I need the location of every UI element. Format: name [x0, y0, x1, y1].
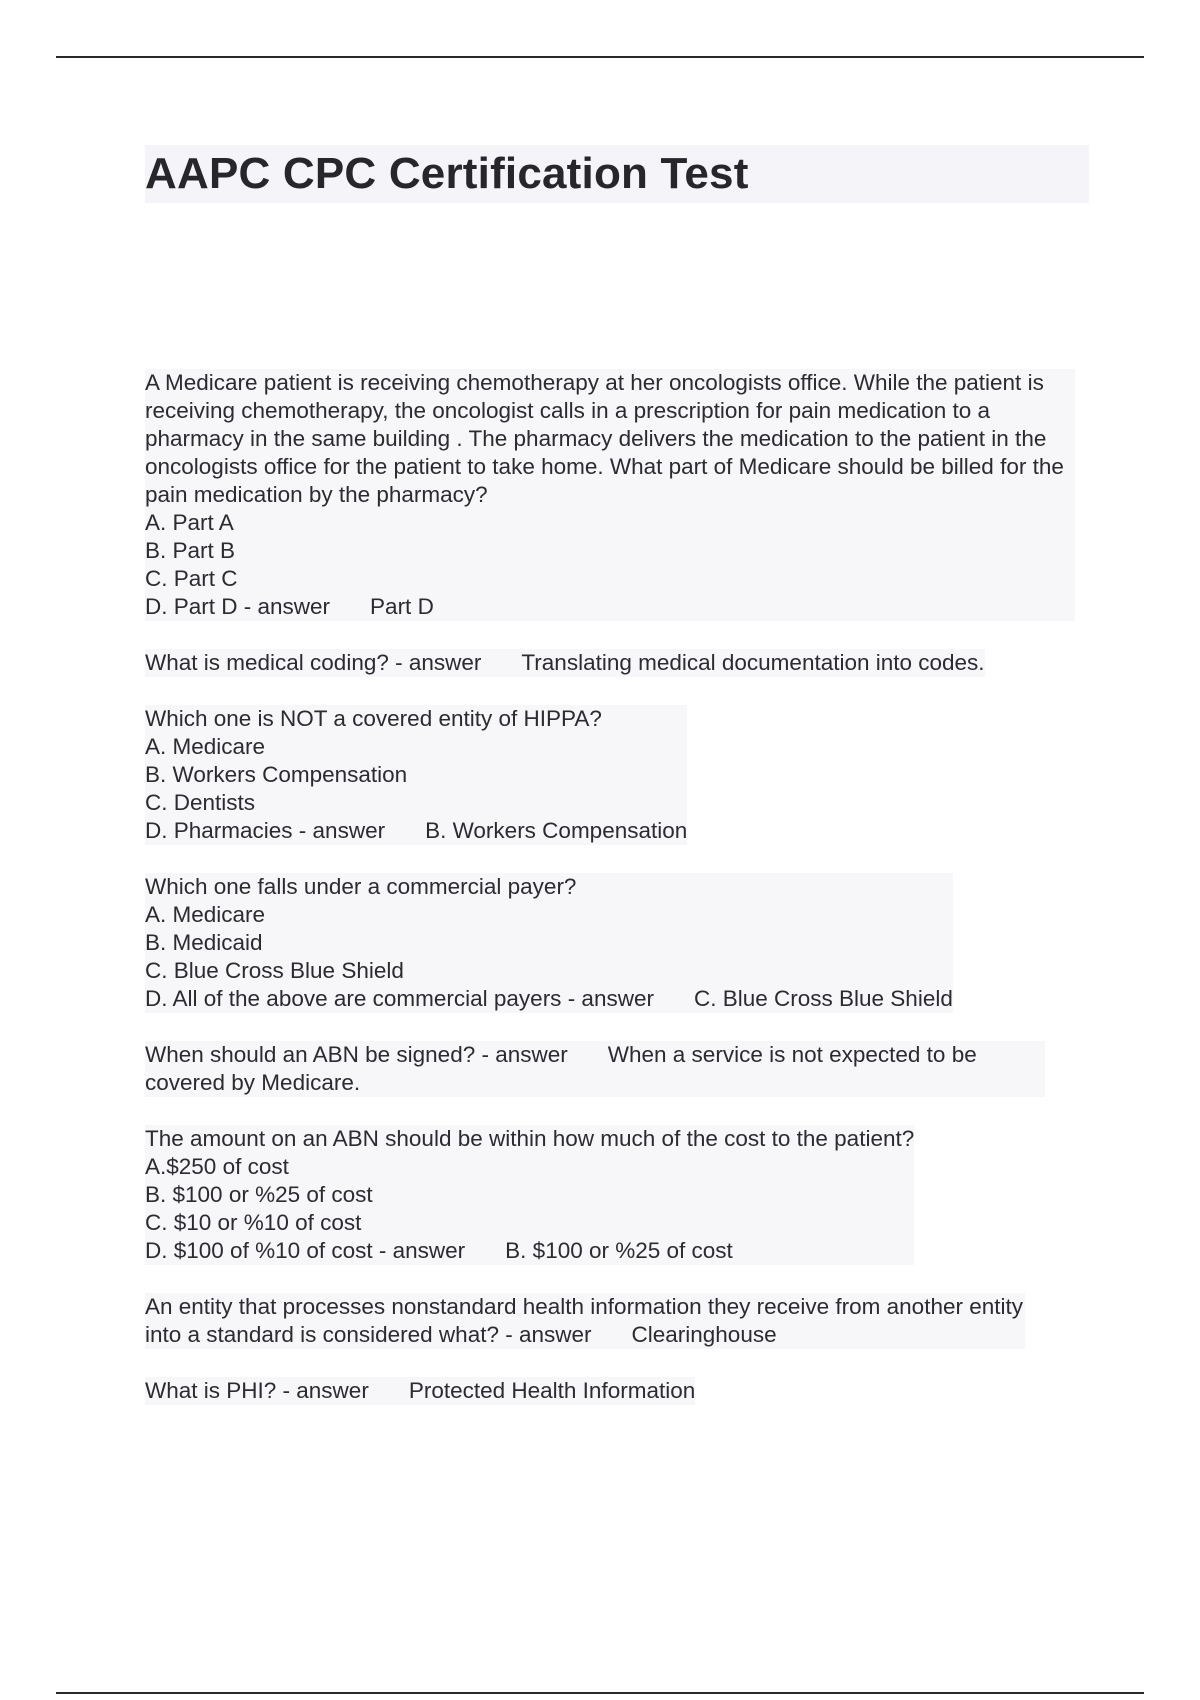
question-text: When should an ABN be signed? - answer: [145, 1042, 568, 1067]
answer-text: When a service is not expected to be covered by Medicare.: [145, 1042, 977, 1095]
question-text: An entity that processes nonstandard health information they receive from another entity into a standard is considered what? - answer: [145, 1294, 1023, 1347]
option: C. $10 or %10 of cost: [145, 1210, 362, 1235]
answer-line: [145, 1377, 695, 1405]
option: A.$250 of cost: [145, 1154, 289, 1179]
bottom-rule: [56, 1692, 1144, 1694]
option: B. Workers Compensation: [145, 762, 408, 787]
question-block: [145, 649, 985, 677]
option: B. Medicaid: [145, 930, 263, 955]
question-text: What is PHI? - answer: [145, 1378, 369, 1403]
answer-line: [145, 1041, 1045, 1097]
document-title: AAPC CPC Certification Test: [145, 149, 749, 198]
answer-line: [145, 593, 1075, 621]
question-text: Which one is NOT a covered entity of HIPPA?: [145, 706, 602, 731]
answer-text: Clearinghouse: [631, 1322, 777, 1347]
question-block: [145, 873, 953, 1013]
top-rule: [56, 56, 1144, 58]
question-list: [145, 369, 1085, 1433]
answer-text: Part D: [370, 594, 434, 619]
answer-line: [145, 1293, 1025, 1349]
option: B. Part B: [145, 538, 236, 563]
option: C. Part C: [145, 566, 238, 591]
question-block: [145, 1377, 695, 1405]
option: D. All of the above are commercial payers - answer: [145, 986, 654, 1011]
question-text: A Medicare patient is receiving chemotherapy at her oncologists office. While the patient is receiving chemotherapy, the oncologist calls in a prescription for pain medication to a pharmacy in the same building . The pharmacy delivers the medication to the patient in the oncologists office for the patient to take home. What part of Medicare should be billed for the pain medication by the pharmacy?: [145, 370, 1064, 507]
question-text: What is medical coding? - answer: [145, 650, 482, 675]
answer-text: B. $100 or %25 of cost: [505, 1238, 733, 1263]
question-block: [145, 369, 1075, 621]
option: B. $100 or %25 of cost: [145, 1182, 373, 1207]
option: C. Blue Cross Blue Shield: [145, 958, 404, 983]
answer-line: [145, 817, 687, 845]
answer-text: Protected Health Information: [408, 1378, 696, 1403]
answer-line: [145, 985, 953, 1013]
answer-text: Translating medical documentation into codes.: [521, 650, 985, 675]
answer-line: [145, 1237, 914, 1265]
option: A. Medicare: [145, 734, 266, 759]
answer-text: B. Workers Compensation: [425, 818, 688, 843]
question-block: [145, 1041, 1045, 1097]
question-block: [145, 705, 687, 845]
option: D. $100 of %10 of cost - answer: [145, 1238, 466, 1263]
question-block: [145, 1125, 914, 1265]
option: C. Dentists: [145, 790, 256, 815]
option: D. Part D - answer: [145, 594, 331, 619]
option: D. Pharmacies - answer: [145, 818, 386, 843]
option: A. Medicare: [145, 902, 266, 927]
option: A. Part A: [145, 510, 234, 535]
question-block: [145, 1293, 1025, 1349]
answer-line: [145, 649, 985, 677]
question-text: The amount on an ABN should be within how much of the cost to the patient?: [145, 1126, 915, 1151]
answer-text: C. Blue Cross Blue Shield: [693, 986, 953, 1011]
question-text: Which one falls under a commercial payer?: [145, 874, 577, 899]
